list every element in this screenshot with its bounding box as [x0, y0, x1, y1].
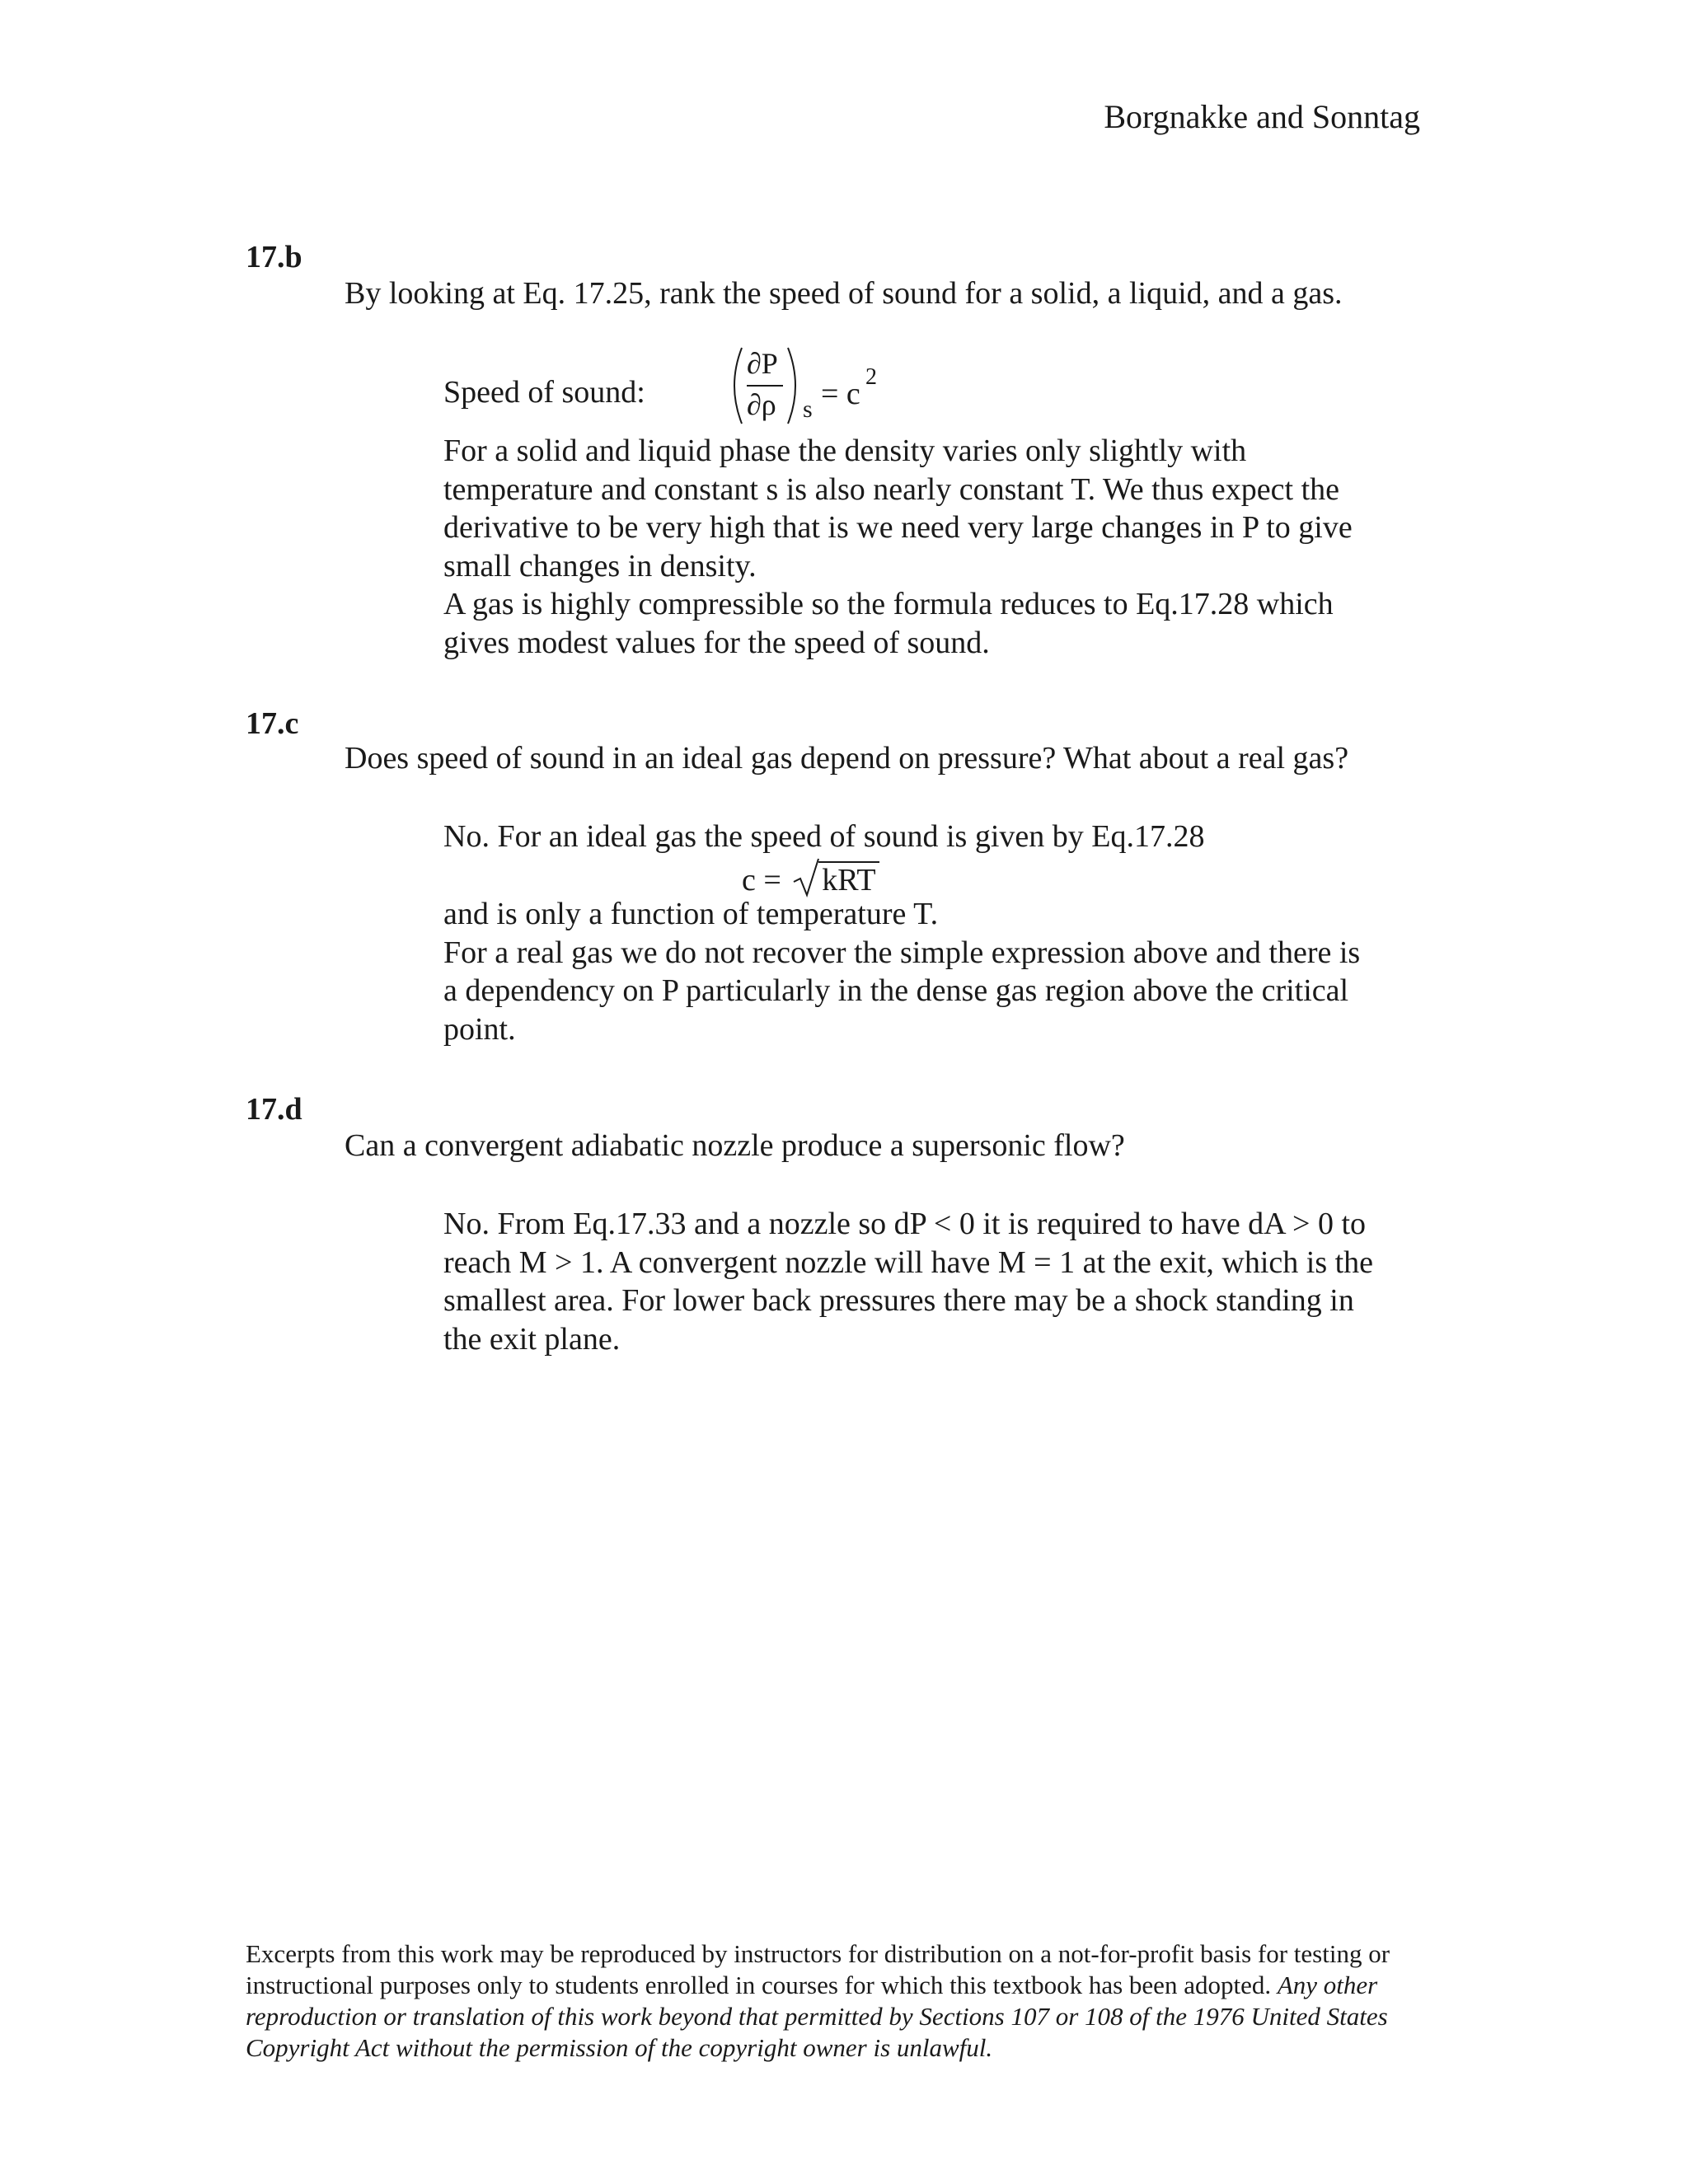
answer-line: point.: [443, 1011, 516, 1047]
formula-rhs: = c: [821, 377, 860, 411]
answer-line: For a solid and liquid phase the density varies only slightly with: [443, 434, 1247, 468]
problem-number-17c: 17.c: [246, 706, 299, 741]
derivative-denominator: ∂ρ: [747, 388, 776, 421]
question-17b: By looking at Eq. 17.25, rank the speed of sound for a solid, a liquid, and a gas.: [345, 276, 1343, 311]
formula-lhs: c =: [742, 863, 781, 898]
question-17d: Can a convergent adiabatic nozzle produce a supersonic flow?: [345, 1128, 1125, 1163]
problem-number-17b: 17.b: [246, 240, 302, 274]
answer-line: gives modest values for the speed of sound.: [443, 625, 990, 660]
answer-line: For a real gas we do not recover the simple expression above and there is: [443, 935, 1361, 970]
answer-line: a dependency on P particularly in the dense gas region above the critical: [443, 973, 1349, 1008]
answer-17c: [443, 895, 1449, 1048]
answer-line: reach M > 1. A convergent nozzle will have M = 1 at the exit, which is the: [443, 1244, 1374, 1280]
partial-derivative-expression: [724, 344, 913, 427]
answer-line: No. For an ideal gas the speed of sound is given by Eq.17.28: [443, 819, 1205, 854]
answer-17c-intro: [443, 818, 1449, 856]
formula-rhs-exponent: 2: [865, 364, 877, 390]
derivative-numerator: ∂P: [747, 347, 778, 380]
problem-number-17d: 17.d: [246, 1092, 302, 1127]
question-17c: Does speed of sound in an ideal gas depend on pressure? What about a real gas?: [345, 741, 1349, 776]
formula-radicand: kRT: [818, 861, 879, 898]
answer-line: No. From Eq.17.33 and a nozzle so dP < 0 it is required to have dA > 0 to: [443, 1207, 1367, 1241]
formula-label: Speed of sound:: [443, 375, 645, 410]
answer-line: and is only a function of temperature T.: [443, 897, 939, 931]
copyright-footer: [246, 1938, 1449, 2064]
ideal-gas-sound-formula: [742, 857, 879, 898]
page-header-author: Borgnakke and Sonntag: [1104, 98, 1420, 135]
sqrt-icon: [792, 857, 820, 898]
derivative-subscript: s: [803, 396, 813, 423]
answer-line: A gas is highly compressible so the formula reduces to Eq.17.28 which: [443, 587, 1334, 621]
answer-17d: [443, 1205, 1449, 1358]
answer-line: derivative to be very high that is we need very large changes in P to give: [443, 510, 1353, 545]
answer-17b: [443, 432, 1449, 662]
answer-line: smallest area. For lower back pressures there may be a shock standing in: [443, 1283, 1354, 1318]
footer-plain-text: Excerpts from this work may be reproduced by instructors for distribution on a not-for-profit basis for testing or instructional purposes only to students enrolled in courses for which this textbook has been adopted.: [246, 1939, 1390, 1999]
answer-line: small changes in density.: [443, 548, 757, 583]
answer-line: temperature and constant s is also nearly constant T. We thus expect the: [443, 471, 1340, 507]
answer-line: the exit plane.: [443, 1321, 621, 1357]
footer-italic-text: Any other reproduction or translation of this work beyond that permitted by Sections 107 or 108 of the 1976 United States Copyright Act without the permission of the copyright owner is unlawful.: [246, 1971, 1388, 2062]
